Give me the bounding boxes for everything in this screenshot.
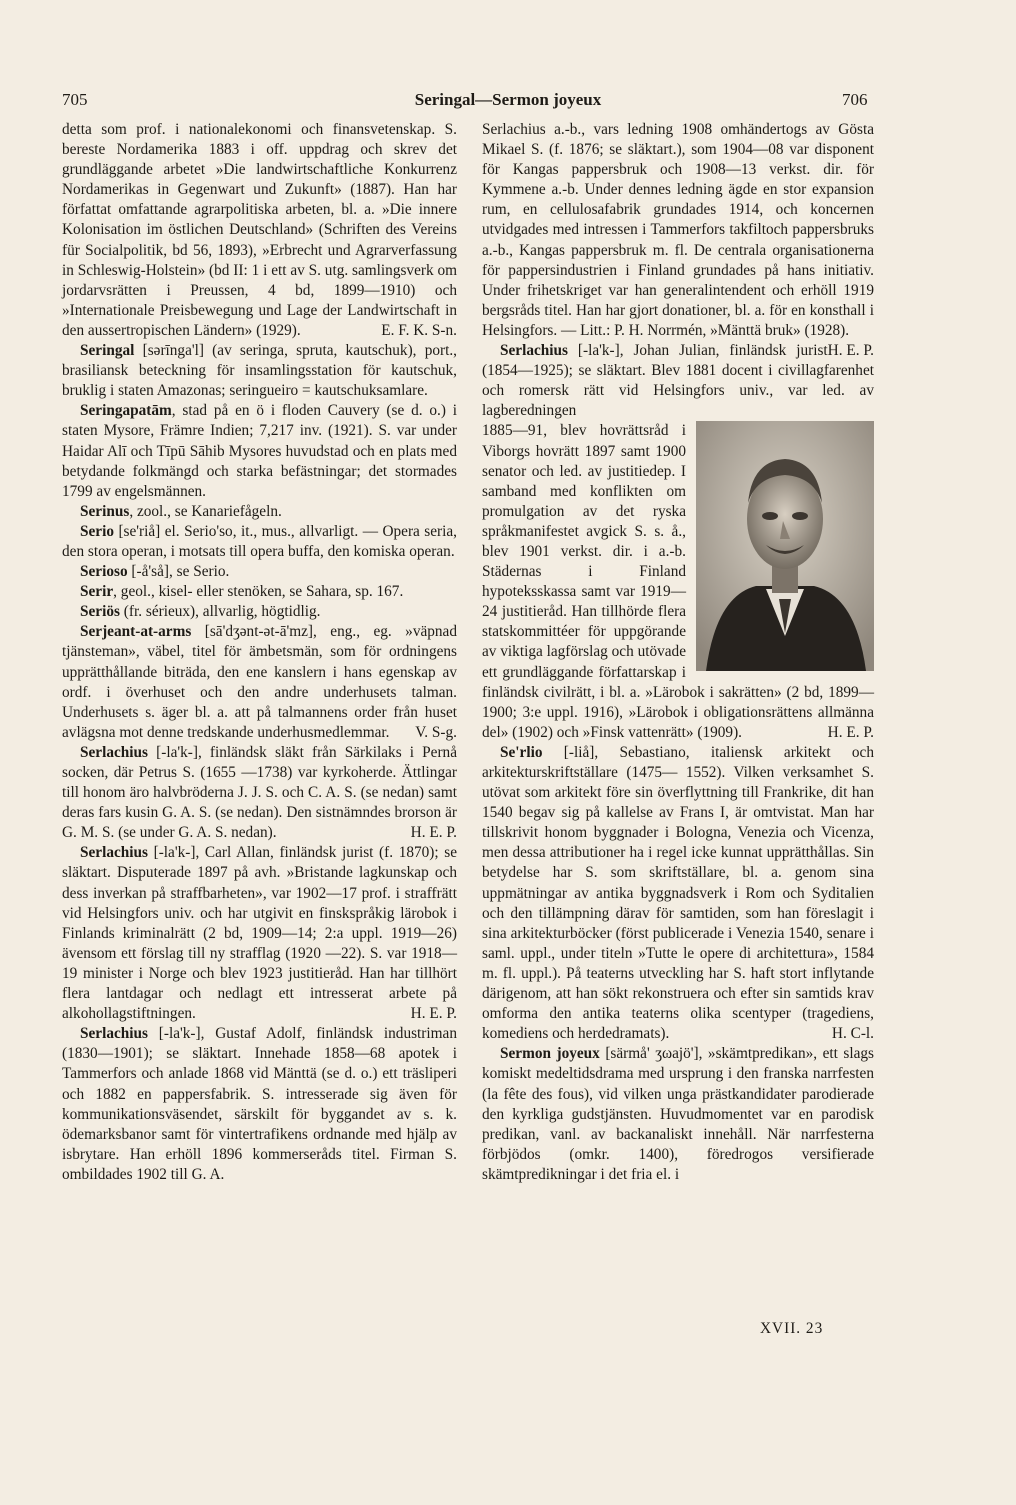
- entry-headword: Se'rlio: [500, 743, 543, 761]
- dictionary-entry: [62, 622, 457, 743]
- entry-headword: Seringapatām: [80, 402, 172, 420]
- entry-text: Serlachius a.-b., vars ledning 1908 omhändertogs av Gösta Mikael S. (f. 1876; se släktart.), som 1904—08 var disponent för Kangas pappersbruk och 1908—13 verkst. dir. för Kymmene a.-b. Under dennes ledning ägde en stor expansion rum, en cellulosafabrik grundades 1914, och koncernen utvidgades med intressen i Tammerfors takfiltoch pappersbruks a.-b., Kangas pappersbruk m. fl. De centrala organisationerna för pappersindustrien i Finland grundades på hans initiativ. Under frihetskriget var han generalintendent och erhöll 1919 bergsråds titel. Han har gjort donationer, bl. a. för en konsthall i Helsingfors. — Litt.: P. H. Norrmén, »Mänttä bruk» (1928).: [482, 121, 874, 339]
- entry-headword: Seringal: [80, 342, 135, 360]
- dictionary-entry: [62, 341, 457, 401]
- entry-headword: Sermon joyeux: [500, 1045, 600, 1063]
- dictionary-entry: [62, 522, 457, 562]
- entry-continuation: [62, 120, 457, 341]
- signature-mark: XVII. 23: [760, 1320, 824, 1337]
- dictionary-entry: [62, 401, 457, 501]
- entry-text: [sā'dʒənt-ət-ā'mz], eng., eg. »väpnad tjänsteman», väbel, titel för ämbetsmän, som för ordningens upprätthållande biträda, den ene kanslern i hans egenskap av ordf. i överhuset och den andre underhusets talman. Underhusets s. äger bl. a. att på talmannens order från huset avlägsna mot denne tredskande underhusmedlemmar.: [62, 623, 457, 741]
- page-number-left: 705: [62, 90, 88, 109]
- entry-headword: Serinus: [80, 502, 130, 520]
- entry-text: [-liå], Sebastiano, italiensk arkitekt och arkitekturskriftställare (1475— 1552). Vilken verksamhet S. utövat som arkitekt före sin överflyttning till Frankrike, dit han 1540 begav sig på kallelse av Frans I, är omtvistat. Man har tillskrivit honom byggnader i Bologna, Venezia och Vicenza, men dessa attributioner ha i regel icke kunnat upprätthållas. Sin betydelse har S. som skriftställare, bl. a. genom sina uppmätningar av antika byggnadsverk i Rom och Syditalien och den tillämpning därav för samtiden, som han föreslagit i sina arkitekturböcker (först publicerade i Venezia 1540, senare i saml. uppl., under titeln »Tutte le opere di architettura», 1584 m. fl. uppl.). På teaterns utveckling har S. haft stort inflytande därigenom, att han sökt rekonstruera och efter sin samtids krav omforma den antika teaterns olika scentyper (tragediens, komediens och herdedramats).: [482, 743, 874, 1043]
- entry-text: [särmå' ʒωajö'], »skämtpredikan», ett slags komiskt medeltidsdrama med ursprung i den franska narrfesten (la fête des fous), vid vilken unga prästkandidater parodierade den kyrkliga gudstjänsten. Huvudmomentet var en parodisk predikan, vanl. av backanaliskt innehåll. När narrfesterna förbjödos (omkr. 1400), föredrogos versifierade skämtpredikningar i det fria el. i: [482, 1045, 874, 1183]
- entry-text: , stad på en ö i floden Cauvery (se d. o.) i staten Mysore, Främre Indien; 7,217 inv. (1921). S. var under Haidar Alī och Tīpū Sāhib Mysores huvudstad och en plats med betydande folkmängd och starka befästningar; det stormades 1799 av engelsmännen.: [62, 402, 457, 500]
- author-signature: V. S-g.: [415, 723, 457, 741]
- entry-text: [-la'k-], Carl Allan, finländsk jurist (f. 1870); se släktart. Disputerade 1897 på avh. »Bristande lagkunskap och dess inverkan på straffbarheten», var 1902—17 prof. i straffrätt vid Helsingfors univ. och har utgivit en finskspråkig lärobok i Finlands kriminalrätt (2 bd, 1909—14; 2:a uppl. 1919—26) ävensom ett förslag till ny strafflag (1920 —22). S. var 1918—19 minister i Norge och blev 1923 justitieråd. Han har tillhört flera lantdagar och nedlagt ett intresserat arbete på alkohollagstiftningen.: [62, 844, 457, 1023]
- entry-text: [-la'k-], finländsk släkt från Särkilaks i Pernå socken, där Petrus S. (1655 —1738) var kyrkoherde. Ättlingar till honom äro halvbröderna J. J. S. och C. A. S. (se nedan) samt deras fars kusin G. A. S. (se nedan). Den sistnämndes brorson är G. M. S. (se under G. A. S. nedan).: [62, 743, 457, 842]
- entry-text: [se'riå] el. Serio'so, it., mus., allvarligt. — Opera seria, den stora operan, i motsats till opera buffa, den komiska operan.: [62, 522, 457, 560]
- page-number-right: 706: [842, 90, 868, 109]
- entry-text: [-la'k-], Johan Julian, finländsk jurist (1854—1925); se släktart. Blev 1881 docent i civillagfarenhet och romersk rätt vid Helsingfors univ., var led. av lagberedningen: [482, 342, 874, 420]
- entry-text: [sərīnga'l] (av seringa, spruta, kautschuk), port., brasiliansk beteckning för insamlingsstation för kautschuk, bruklig i staten Amazonas; seringueiro = kautschuksamlare.: [62, 342, 457, 400]
- dictionary-entry: [62, 843, 457, 1024]
- left-column: [62, 120, 457, 1185]
- entry-headword: Serlachius: [80, 844, 148, 862]
- dictionary-entry: [482, 743, 874, 1044]
- entry-headword: Serio: [80, 522, 114, 540]
- entry-text: , geol., kisel- eller stenöken, se Sahara, sp. 167.: [113, 583, 404, 601]
- dictionary-entry: [62, 743, 457, 843]
- portrait-photo: [696, 421, 874, 671]
- entry-text: [-å'så], se Serio.: [127, 563, 230, 581]
- dictionary-entry: [62, 562, 457, 582]
- entry-headword: Seriös: [80, 603, 120, 621]
- entry-headword: Serlachius: [80, 1025, 148, 1043]
- dictionary-entry: [62, 602, 457, 622]
- entry-headword: Serjeant-at-arms: [80, 623, 192, 641]
- entry-text: (fr. sérieux), allvarlig, högtidlig.: [119, 603, 321, 621]
- author-signature: H. C-l.: [831, 1025, 874, 1043]
- author-signature: H. E. P.: [410, 1005, 457, 1023]
- entry-text: , zool., se Kanariefågeln.: [129, 502, 282, 520]
- dictionary-entry: [62, 502, 457, 522]
- author-signature: H. E. P.: [827, 342, 874, 360]
- dictionary-entry: [482, 341, 874, 421]
- entry-headword: Serir: [80, 583, 114, 601]
- dictionary-entry: [62, 1024, 457, 1185]
- dictionary-entry: [62, 582, 457, 602]
- entry-text: [-la'k-], Gustaf Adolf, finländsk industriman (1830—1901); se släktart. Innehade 1858—68 apotek i Tammerfors och anlade 1868 vid Mänttä (se d. o.) ett träsliperi och 1882 en pappersfabrik. S. intresserade sig även för kommunikationsväsendet, särskilt för byggandet av s. k. ödemarksbanor samt för vintertrafikens ordnande med hjälp av isbrytare. Han erhöll 1896 kommerseråds titel. Firman S. ombildades 1902 till G. A.: [62, 1025, 457, 1183]
- entry-continuation: [482, 120, 874, 360]
- wrapped-entry-text: 1885—91, blev hovrättsråd i Viborgs hovrätt 1897 samt 1900 senator och led. av justitiedep. I samband med konflikten om promulgation av det ryska språkmanifestet avgick S. s. å., blev 1901 verkst. dir. i a.-b. Städernas i Finland hypoteksskassa samt var 1919—24 justitieråd. Han tillhörde flera statskommittéer för uppgörande av viktiga lagförslag och utövade ett grundläggande författarskap i finländsk civilrätt, i bl. a. »Lärobok i sakrätten» (2 bd, 1899—1900; 3:e uppl. 1916), »Lärobok i obligationsrättens allmänna del» (1902) och »Finsk vattenrätt» (1909). H. E. P.: [482, 422, 874, 741]
- entry-text: detta som prof. i nationalekonomi och finansvetenskap. S. bereste Nordamerika 1883 i off. uppdrag och skrev det grundläggande arbetet »Die landwirtschaftliche Konkurrenz Nordamerikas in Gegenwart und Zukunft» (1887). Han har författat omfattande agrarpolitiska arbeten, bl. a. »Die innere Kolonisation im östlichen Deutschland» (Schriften des Vereins für Socialpolitik, bd 56, 1893), »Erbrecht und Agrarverfassung in Schleswig-Holstein» (bd II: 1 i ett av S. utg. samlingsverk om jordarvsrätten i Preussen, 4 bd, 1899—1910) och »Internationale Preisbewegung und Lage der Landwirtschaft in den aussertropischen Ländern» (1929).: [62, 121, 457, 339]
- entry-headword: Serlachius: [80, 743, 148, 761]
- dictionary-entry: [482, 1044, 874, 1185]
- page-title: Seringal—Sermon joyeux: [414, 90, 602, 109]
- author-signature: E. F. K. S-n.: [381, 321, 457, 339]
- entry-headword: Serioso: [80, 563, 128, 581]
- entry-headword: Serlachius: [500, 342, 568, 360]
- right-column: [482, 120, 874, 1185]
- author-signature: H. E. P.: [410, 824, 457, 842]
